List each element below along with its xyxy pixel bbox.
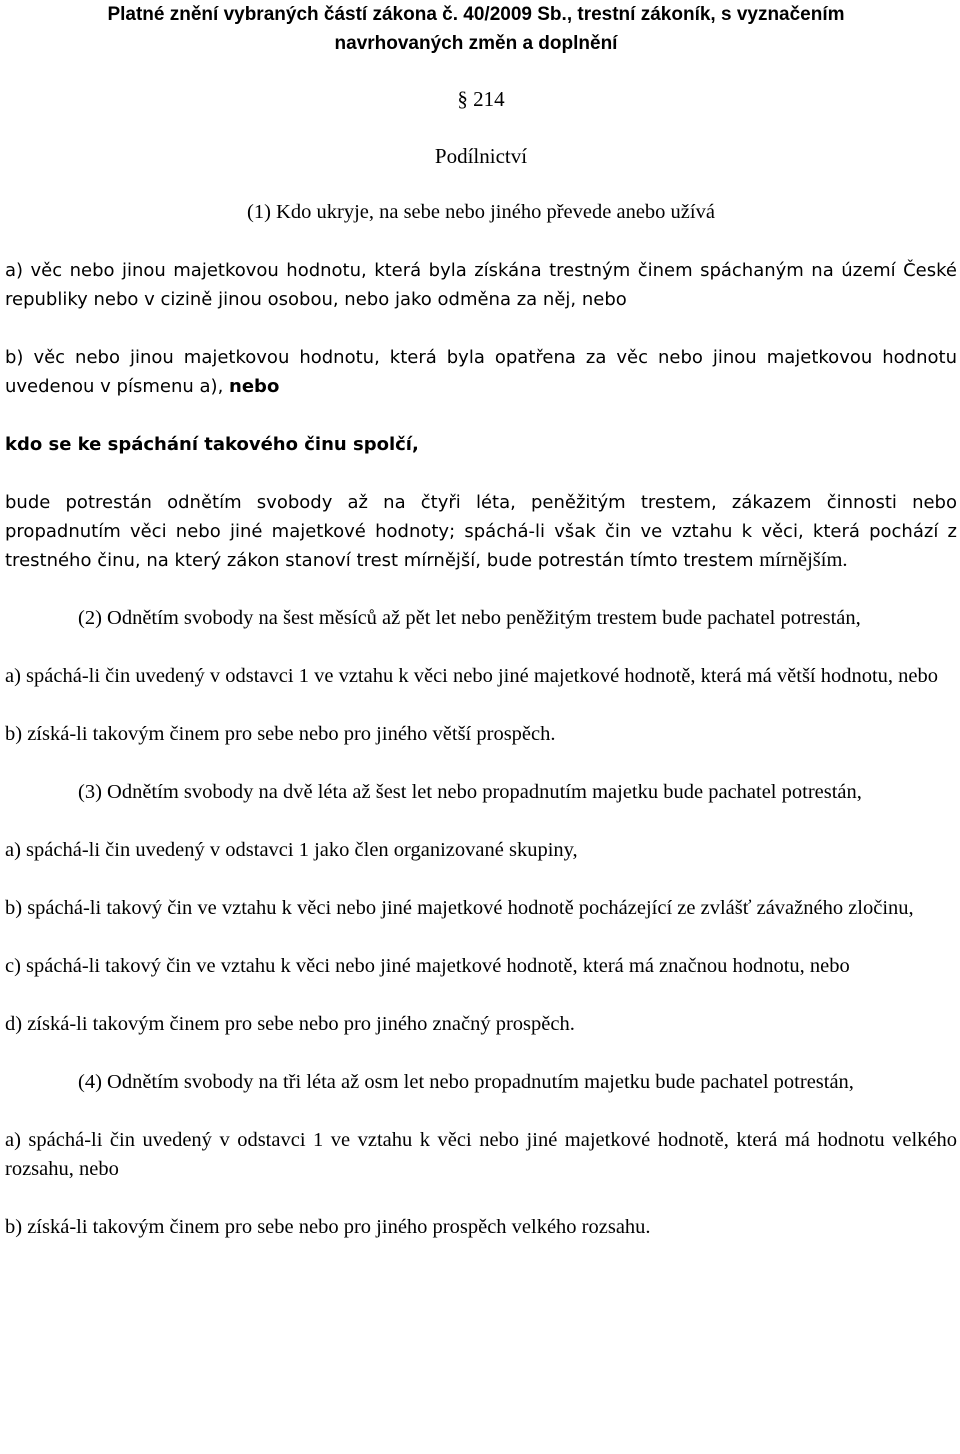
paragraph-1-intro: (1) Kdo ukryje, na sebe nebo jiného převede anebo užívá <box>247 201 715 223</box>
paragraph-3-item-b: b) spáchá-li takový čin ve vztahu k věci nebo jiné majetkové hodnotě pocházející ze zvlášť závažného zločinu, <box>5 897 914 919</box>
paragraph-1-penalty-text: bude potrestán odnětím svobody až na čtyři léta, peněžitým trestem, zákazem činnosti nebo propadnutím věci nebo jiné majetkové hodnoty; spáchá-li však čin ve vztahu k věci, která pochází z trestného činu, na který zákon stanoví trest mírnější, bude potrestán tímto trestem <box>5 492 957 571</box>
paragraph-1-penalty-end: mírnějším. <box>759 549 848 571</box>
document-heading <box>5 0 957 58</box>
paragraph-1-inserted-text: kdo se ke spáchání takového činu spolčí, <box>5 434 419 455</box>
section-mark: § 214 <box>457 87 505 111</box>
heading-line-1: Platné znění vybraných částí zákona č. 40/2009 Sb., trestní zákoník, s vyznačením <box>107 4 845 25</box>
heading-line-2: navrhovaných změn a doplnění <box>334 33 618 54</box>
paragraph-4-intro: (4) Odnětím svobody na tři léta až osm let nebo propadnutím majetku bude pachatel potrestán, <box>78 1071 854 1093</box>
paragraph-1-penalty <box>5 488 957 575</box>
paragraph-3-item-a: a) spáchá-li čin uvedený v odstavci 1 jako člen organizované skupiny, <box>5 839 578 861</box>
document-page <box>5 0 957 1242</box>
paragraph-1-item-b-inserted: nebo <box>229 376 280 397</box>
paragraph-2-item-b: b) získá-li takovým činem pro sebe nebo pro jiného větší prospěch. <box>5 723 556 745</box>
section-title: Podílnictví <box>434 144 528 168</box>
paragraph-4-item-b: b) získá-li takovým činem pro sebe nebo pro jiného prospěch velkého rozsahu. <box>5 1216 651 1238</box>
paragraph-2-intro: (2) Odnětím svobody na šest měsíců až pět let nebo peněžitým trestem bude pachatel potrestán, <box>78 607 861 629</box>
paragraph-4-item-a: a) spáchá-li čin uvedený v odstavci 1 ve vztahu k věci nebo jiné majetkové hodnotě, která má hodnotu velkého rozsahu, nebo <box>5 1129 957 1180</box>
paragraph-3-item-d: d) získá-li takovým činem pro sebe nebo pro jiného značný prospěch. <box>5 1013 575 1035</box>
paragraph-1-item-b-text: b) věc nebo jinou majetkovou hodnotu, která byla opatřena za věc nebo jinou majetkovou hodnotu uvedenou v písmenu a), <box>5 347 957 397</box>
paragraph-2-item-a: a) spáchá-li čin uvedený v odstavci 1 ve vztahu k věci nebo jiné majetkové hodnotě, která má větší hodnotu, nebo <box>5 665 939 687</box>
paragraph-3-item-c: c) spáchá-li takový čin ve vztahu k věci nebo jiné majetkové hodnotě, která má značnou hodnotu, nebo <box>5 955 850 977</box>
paragraph-1-item-a: a) věc nebo jinou majetkovou hodnotu, která byla získána trestným činem spáchaným na území České republiky nebo v cizině jinou osobou, nebo jako odměna za něj, nebo <box>5 260 957 310</box>
paragraph-1-item-b <box>5 343 957 401</box>
paragraph-3-intro: (3) Odnětím svobody na dvě léta až šest let nebo propadnutím majetku bude pachatel potrestán, <box>78 781 862 803</box>
